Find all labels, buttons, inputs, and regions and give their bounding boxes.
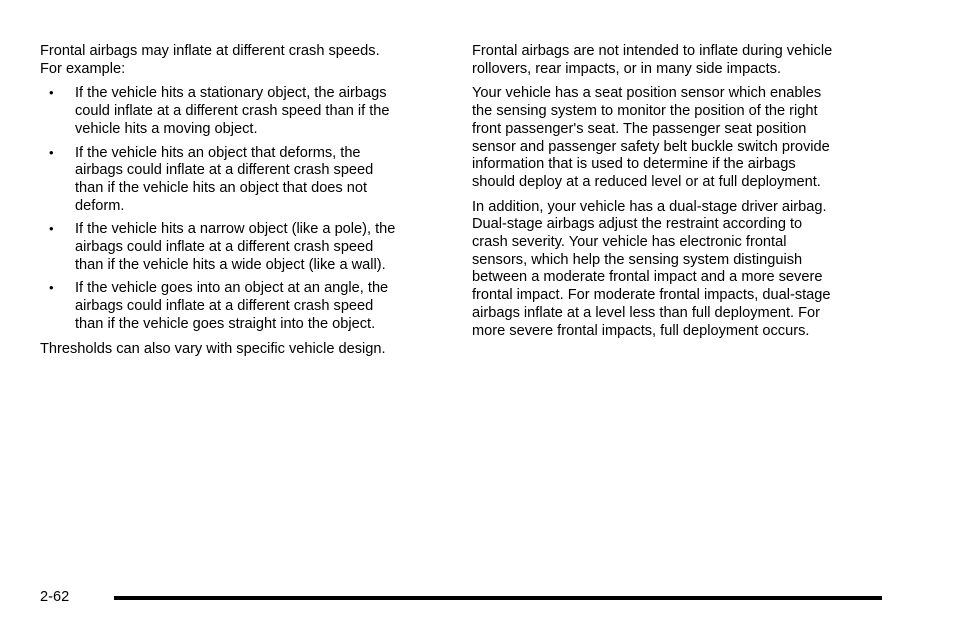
page-number: 2-62 <box>40 589 70 605</box>
bullet-item-deforming-object <box>40 145 440 216</box>
bullet-text: If the vehicle hits a narrow object (like a pole), the airbags could inflate at a different crash speed than if the vehicle hits a wide object (like a wall). <box>75 221 396 273</box>
bullet-dot-icon: • <box>49 280 54 296</box>
bullet-item-narrow-object <box>40 221 440 274</box>
bullet-dot-icon: • <box>49 144 54 160</box>
bullet-text: If the vehicle goes into an object at an angle, the airbags could inflate at a different crash speed than if the vehicle goes straight into the object. <box>75 280 389 332</box>
thresholds-paragraph: Thresholds can also vary with specific vehicle design. <box>40 340 386 357</box>
seat-sensor-paragraph: Your vehicle has a seat position sensor which enables the sensing system to monitor the position of the right front passenger's seat. The passenger seat position sensor and passenger safety belt buckle switch provide information that is used to determine if the airbags should deploy at a reduced level or at full deployment. <box>472 85 830 190</box>
bullet-item-angle-impact <box>40 280 440 333</box>
bullet-dot-icon: • <box>49 85 54 101</box>
right-column <box>472 43 882 347</box>
intro-paragraph: Frontal airbags may inflate at different crash speeds. For example: <box>40 43 380 77</box>
footer-rule <box>114 596 882 600</box>
crash-speed-bullet-list <box>40 85 440 333</box>
bullet-item-stationary-object <box>40 85 440 138</box>
dual-stage-paragraph: In addition, your vehicle has a dual-stage driver airbag. Dual-stage airbags adjust the restraint according to crash severity. Your vehicle has electronic frontal sensors, which help the sensing system distinguish between a moderate frontal impact and a more severe frontal impact. For moderate frontal impacts, dual-stage airbags inflate at a level less than full deployment. For more severe frontal impacts, full deployment occurs. <box>472 198 831 339</box>
bullet-text: If the vehicle hits a stationary object, the airbags could inflate at a different crash speed than if the vehicle hits a moving object. <box>75 85 390 137</box>
left-column <box>40 43 440 365</box>
bullet-dot-icon: • <box>49 221 54 237</box>
rollover-paragraph: Frontal airbags are not intended to inflate during vehicle rollovers, rear impacts, or in many side impacts. <box>472 43 833 77</box>
bullet-text: If the vehicle hits an object that deforms, the airbags could inflate at a different crash speed than if the vehicle hits an object that does not deform. <box>75 144 374 214</box>
